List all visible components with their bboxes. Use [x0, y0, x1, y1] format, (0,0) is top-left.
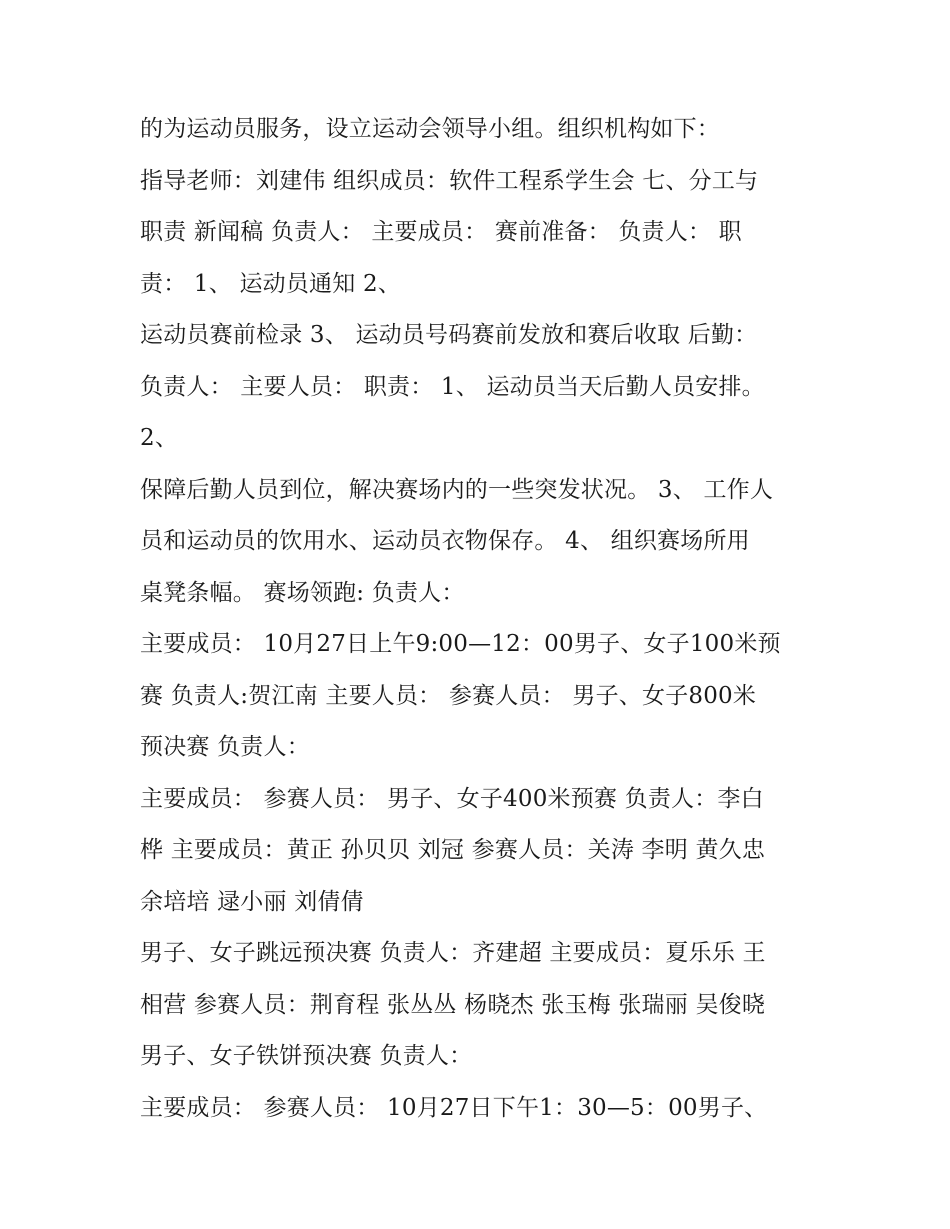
text-line: 赛 负责人:贺江南 主要人员： 参赛人员： 男子、女子800米 [140, 682, 757, 709]
text-line: 男子、女子跳远预决赛 负责人：齐建超 主要成员：夏乐乐 王 [140, 940, 766, 966]
text-line: 负责人： 主要人员： 职责： 1、 运动员当天后勤人员安排。 [140, 373, 765, 400]
text-line: 预决赛 负责人： [140, 734, 310, 760]
text-line: 主要成员： 10月27日上午9:00—12：00男子、女子100米预 [140, 631, 781, 657]
document-body [140, 104, 820, 1134]
text-line: 相营 参赛人员：荆育程 张丛丛 杨晓杰 张玉梅 张瑞丽 吴俊晓 [140, 991, 766, 1018]
text-line: 指导老师：刘建伟 组织成员：软件工程系学生会 七、分工与 [140, 167, 759, 194]
text-line: 职责 新闻稿 负责人： 主要成员： 赛前准备： 负责人： 职 [140, 219, 742, 245]
text-line: 责： 1、 运动员通知 2、 [140, 270, 401, 297]
text-line: 2、 [140, 425, 179, 451]
text-line: 余培培 逯小丽 刘倩倩 [140, 888, 364, 915]
text-line: 员和运动员的饮用水、运动员衣物保存。 4、 组织赛场所用 [140, 528, 750, 554]
text-line: 运动员赛前检录 3、 运动员号码赛前发放和赛后收取 后勤： [140, 322, 758, 348]
text-line: 保障后勤人员到位，解决赛场内的一些突发状况。 3、 工作人 [140, 476, 774, 503]
text-line: 男子、女子铁饼预决赛 负责人： [140, 1043, 473, 1069]
text-line: 桌凳条幅。 赛场领跑: 负责人： [140, 579, 465, 606]
text-line: 主要成员： 参赛人员： 10月27日下午1：30—5：00男子、 [140, 1094, 768, 1121]
text-line: 主要成员： 参赛人员： 男子、女子400米预赛 负责人：李白 [140, 785, 764, 812]
text-line: 的为运动员服务，设立运动会领导小组。组织机构如下： [140, 116, 720, 142]
text-line: 桦 主要成员：黄正 孙贝贝 刘冠 参赛人员：关涛 李明 黄久忠 [140, 837, 766, 863]
